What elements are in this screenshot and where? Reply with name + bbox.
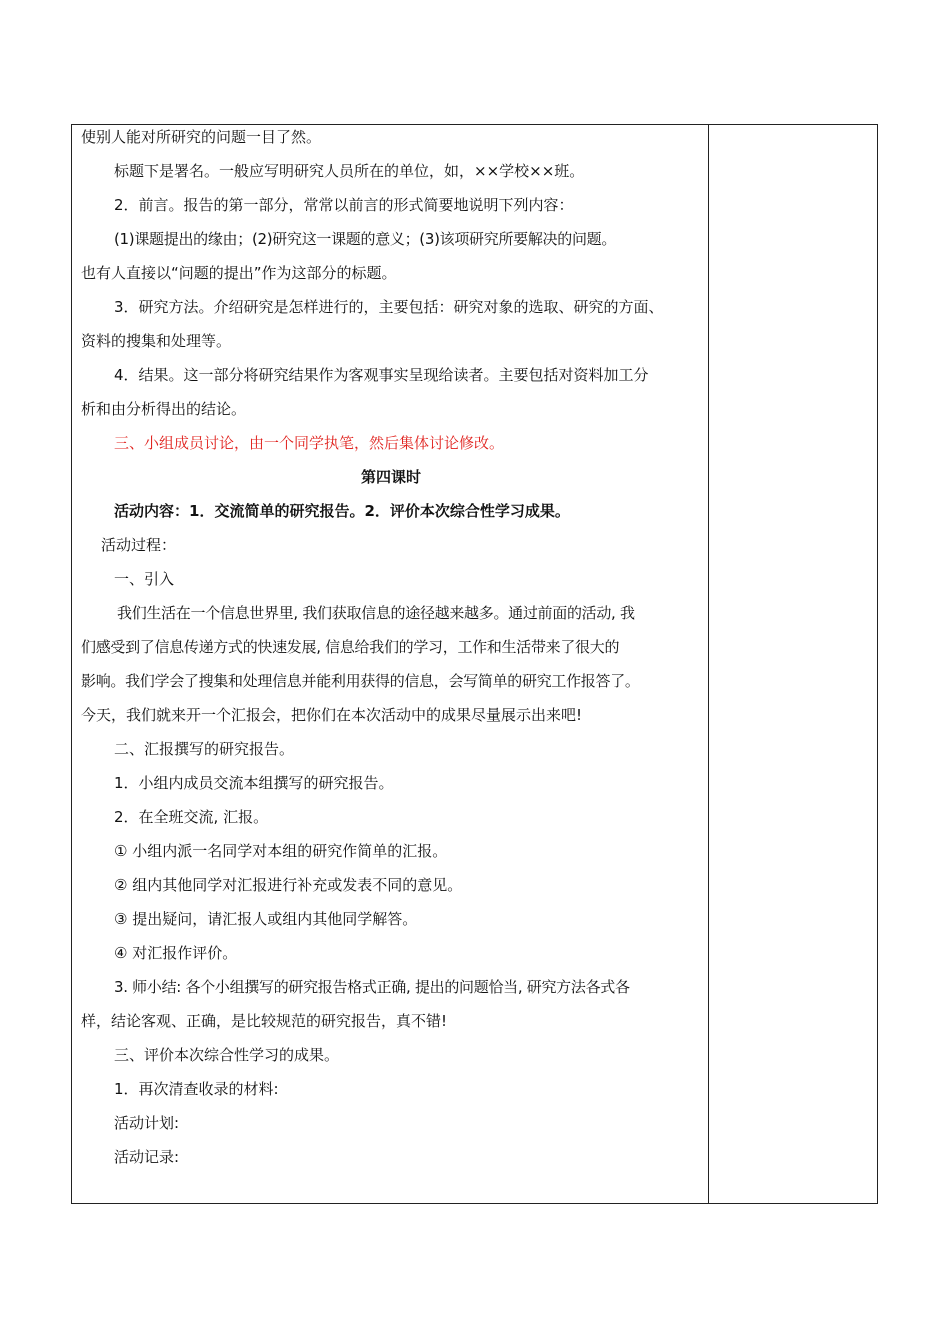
paragraph-line: 也有人直接以“问题的提出”作为这部分的标题。	[81, 264, 397, 282]
paragraph-line: 一、引入	[114, 570, 175, 588]
paragraph-line: 使别人能对所研究的问题一目了然。	[81, 128, 322, 146]
section-heading: 第四课时	[360, 468, 421, 486]
paragraph-line: 们感受到了信息传递方式的快速发展, 信息给我们的学习，工作和生活带来了很大的	[81, 638, 620, 656]
highlighted-step: 三、小组成员讨论，由一个同学执笔，然后集体讨论修改。	[114, 434, 505, 452]
paragraph-line: 三、评价本次综合性学习的成果。	[114, 1046, 340, 1064]
paragraph-line: 3．研究方法。介绍研究是怎样进行的，主要包括：研究对象的选取、研究的方面、	[114, 298, 664, 316]
column-divider	[708, 124, 709, 1204]
paragraph-line: 2．在全班交流, 汇报。	[114, 808, 269, 826]
paragraph-line: 1．再次清查收录的材料:	[114, 1080, 279, 1098]
notes-cell	[710, 126, 876, 1202]
paragraph-line: 影响。我们学会了搜集和处理信息并能利用获得的信息，会写简单的研究工作报答了。	[81, 672, 640, 690]
paragraph-line: 活动记录:	[114, 1148, 180, 1166]
activity-content: 活动内容：1．交流简单的研究报告。2．评价本次综合性学习成果。	[114, 502, 570, 520]
paragraph-line: 4．结果。这一部分将研究结果作为客观事实呈现给读者。主要包括对资料加工分	[114, 366, 649, 384]
paragraph-line: ④ 对汇报作评价。	[114, 944, 238, 962]
paragraph-line: 我们生活在一个信息世界里, 我们获取信息的途径越来越多。通过前面的活动, 我	[117, 604, 635, 622]
paragraph-line: 2．前言。报告的第一部分，常常以前言的形式简要地说明下列内容：	[114, 196, 574, 214]
paragraph-line: 析和由分析得出的结论。	[81, 400, 247, 418]
paragraph-line: 样，结论客观、正确，是比较规范的研究报告，真不错!	[81, 1012, 448, 1030]
paragraph-line: 二、汇报撰写的研究报告。	[114, 740, 295, 758]
paragraph-line: 标题下是署名。一般应写明研究人员所在的单位，如，××学校××班。	[114, 162, 585, 180]
paragraph-line: (1)课题提出的缘由；(2)研究这一课题的意义；(3)该项研究所要解决的问题。	[114, 230, 617, 248]
paragraph-line: 3. 师小结: 各个小组撰写的研究报告格式正确, 提出的问题恰当, 研究方法各式各	[114, 978, 630, 996]
paragraph-line: 活动计划:	[114, 1114, 180, 1132]
paragraph-line: 活动过程：	[101, 536, 177, 554]
paragraph-line: ① 小组内派一名同学对本组的研究作简单的汇报。	[114, 842, 448, 860]
paragraph-line: ② 组内其他同学对汇报进行补充或发表不同的意见。	[114, 876, 463, 894]
paragraph-line: 1．小组内成员交流本组撰写的研究报告。	[114, 774, 394, 792]
paragraph-line: 今天，我们就来开一个汇报会，把你们在本次活动中的成果尽量展示出来吧!	[81, 706, 583, 724]
lesson-content	[81, 128, 701, 1182]
paragraph-line: ③ 提出疑问，请汇报人或组内其他同学解答。	[114, 910, 418, 928]
paragraph-line: 资料的搜集和处理等。	[81, 332, 232, 350]
